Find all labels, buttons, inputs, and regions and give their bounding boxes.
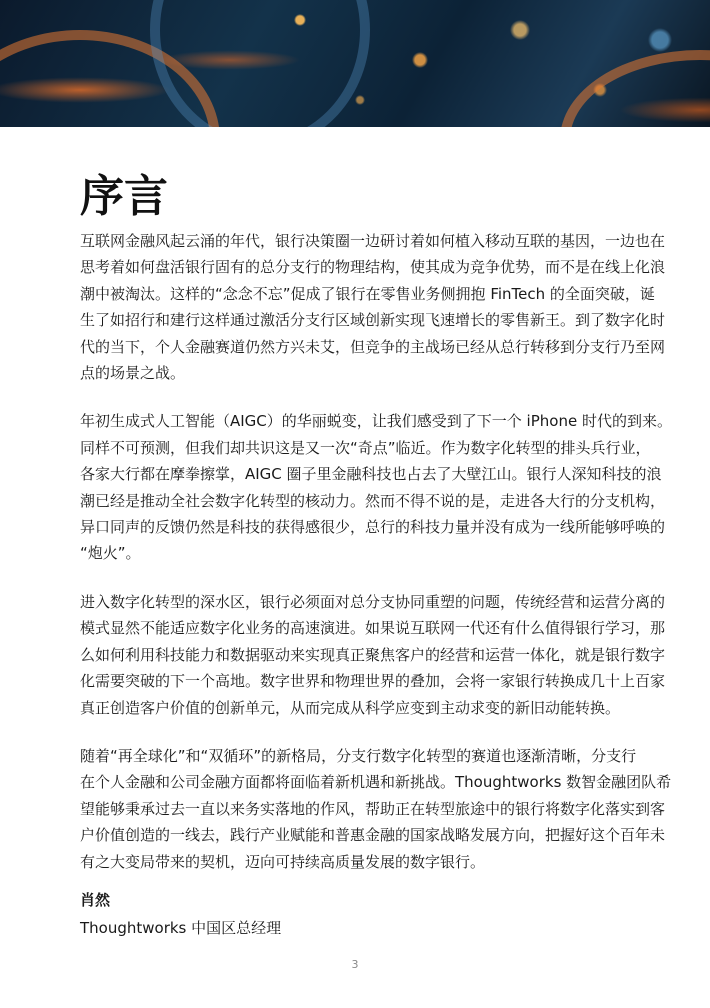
text-line: 潮中被淘汰。这样的“念念不忘”促成了银行在零售业务侧拥抱 FinTech 的全面突破，诞: [80, 284, 655, 303]
body-text: [80, 228, 670, 897]
paragraph: [80, 228, 670, 386]
text-line: 思考着如何盘活银行固有的总分支行的物理结构，使其成为竞争优势，而不是在线上化浪: [80, 258, 666, 277]
text-line: 代的当下，个人金融赛道仍然方兴未艾，但竞争的主战场已经从总行转移到分支行乃至网: [80, 337, 666, 356]
text-line: 望能够秉承过去一直以来务实落地的作风，帮助正在转型旅途中的银行将数字化落实到客: [80, 799, 666, 818]
text-line: 进入数字化转型的深水区，银行必须面对总分支协同重塑的问题，传统经营和运营分离的: [80, 592, 666, 611]
text-line: 在个人金融和公司金融方面都将面临着新机遇和新挑战。Thoughtworks 数智金融团队希: [80, 773, 672, 792]
text-line: 生了如招行和建行这样通过激活分支行区域创新实现飞速增长的零售新王。到了数字化时: [80, 311, 666, 330]
page-number: 3: [351, 958, 359, 971]
text-line: 各家大行都在摩拳擦掌，AIGC 圈子里金融科技也占去了大壁江山。银行人深知科技的浪: [80, 465, 662, 484]
paragraph: [80, 589, 670, 721]
text-line: 有之大变局带来的契机，迈向可持续高质量发展的数字银行。: [80, 852, 486, 871]
text-line: 年初生成式人工智能（AIGC）的华丽蜕变，让我们感受到了下一个 iPhone 时代的到来。: [80, 412, 672, 431]
signature-role: Thoughtworks 中国区总经理: [80, 919, 282, 937]
header-image: [0, 0, 710, 127]
signature: [80, 886, 281, 942]
text-line: 随着“再全球化”和“双循环”的新格局，分支行数字化转型的赛道也逐渐清晰，分支行: [80, 746, 637, 765]
page-title: 序言: [80, 171, 168, 222]
text-line: 同样不可预测，但我们却共识这是又一次“奇点”临近。作为数字化转型的排头兵行业，: [80, 438, 651, 457]
paragraph: [80, 743, 670, 875]
text-line: 户价值创造的一线去，践行产业赋能和普惠金融的国家战略发展方向，把握好这个百年未: [80, 826, 666, 845]
text-line: 互联网金融风起云涌的年代，银行决策圈一边研讨着如何植入移动互联的基因，一边也在: [80, 232, 666, 250]
text-line: 么如何利用科技能力和数据驱动来实现真正聚焦客户的经营和运营一体化，就是银行数字: [80, 645, 666, 664]
text-line: “炮火”。: [80, 544, 141, 563]
text-line: 模式显然不能适应数字化业务的高速演进。如果说互联网一代还有什么值得银行学习，那: [80, 619, 666, 638]
text-line: 异口同声的反馈仍然是科技的获得感很少，总行的科技力量并没有成为一线所能够呼唤的: [80, 518, 666, 537]
signature-name: 肖然: [80, 891, 111, 909]
text-line: 潮已经是推动全社会数字化转型的核动力。然而不得不说的是，走进各大行的分支机构，: [80, 491, 666, 510]
text-line: 化需要突破的下一个高地。数字世界和物理世界的叠加，会将一家银行转换成几十上百家: [80, 672, 666, 691]
text-line: 点的场景之战。: [80, 364, 186, 383]
paragraph: [80, 408, 670, 566]
text-line: 真正创造客户价值的创新单元，从而完成从科学应变到主动求变的新旧动能转换。: [80, 698, 621, 717]
